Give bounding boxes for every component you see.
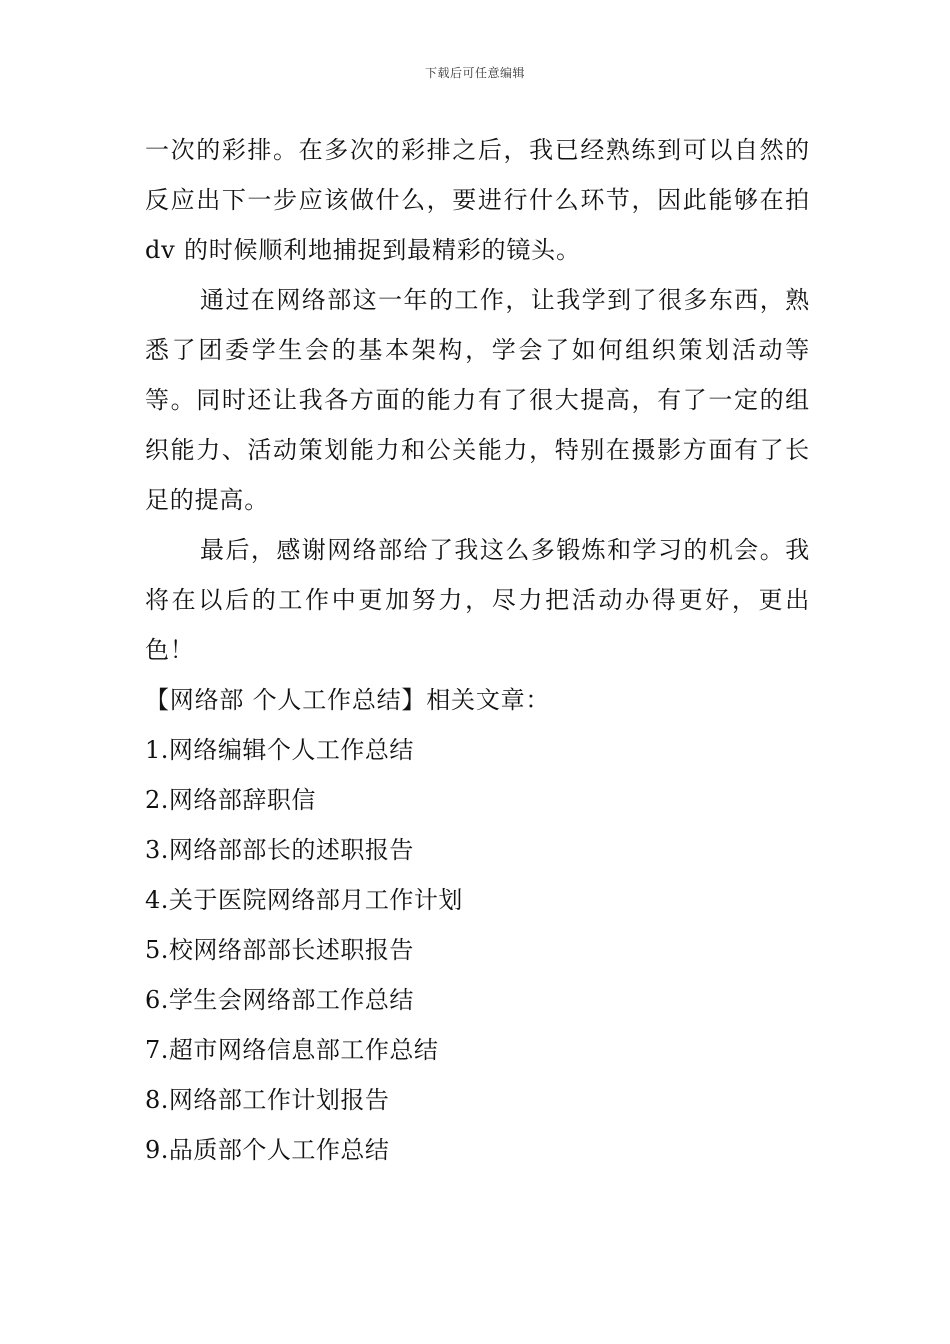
related-articles-heading: 【网络部 个人工作总结】相关文章：: [145, 686, 551, 714]
related-article-link[interactable]: 2.网络部辞职信: [145, 786, 316, 814]
body-paragraph-2: 通过在网络部这一年的工作，让我学到了很多东西，熟悉了团委学生会的基本架构，学会了如何组织策划活动等等。同时还让我各方面的能力有了很大提高，有了一定的组织能力、活动策划能力和公关能力，特别在摄影方面有了长足的提高。: [145, 286, 810, 514]
related-article-link[interactable]: 8.网络部工作计划报告: [145, 1086, 390, 1114]
related-article-link[interactable]: 1.网络编辑个人工作总结: [145, 736, 414, 764]
related-article-link[interactable]: 6.学生会网络部工作总结: [145, 986, 414, 1014]
related-article-link[interactable]: 7.超市网络信息部工作总结: [145, 1036, 439, 1064]
body-paragraph-3: 最后，感谢网络部给了我这么多锻炼和学习的机会。我将在以后的工作中更加努力，尽力把活动办得更好，更出色！: [145, 536, 810, 664]
related-article-link[interactable]: 3.网络部部长的述职报告: [145, 836, 414, 864]
related-article-link[interactable]: 4.关于医院网络部月工作计划: [145, 886, 463, 914]
body-paragraph-1: 一次的彩排。在多次的彩排之后，我已经熟练到可以自然的反应出下一步应该做什么，要进行什么环节，因此能够在拍 dv 的时候顺利地捕捉到最精彩的镜头。: [145, 136, 810, 264]
related-articles-list: [145, 725, 810, 1175]
document-body: [145, 125, 810, 1175]
related-article-link[interactable]: 5.校网络部部长述职报告: [145, 936, 414, 964]
page-header-note: 下载后可任意编辑: [424, 66, 525, 80]
related-article-link[interactable]: 9.品质部个人工作总结: [145, 1136, 390, 1164]
